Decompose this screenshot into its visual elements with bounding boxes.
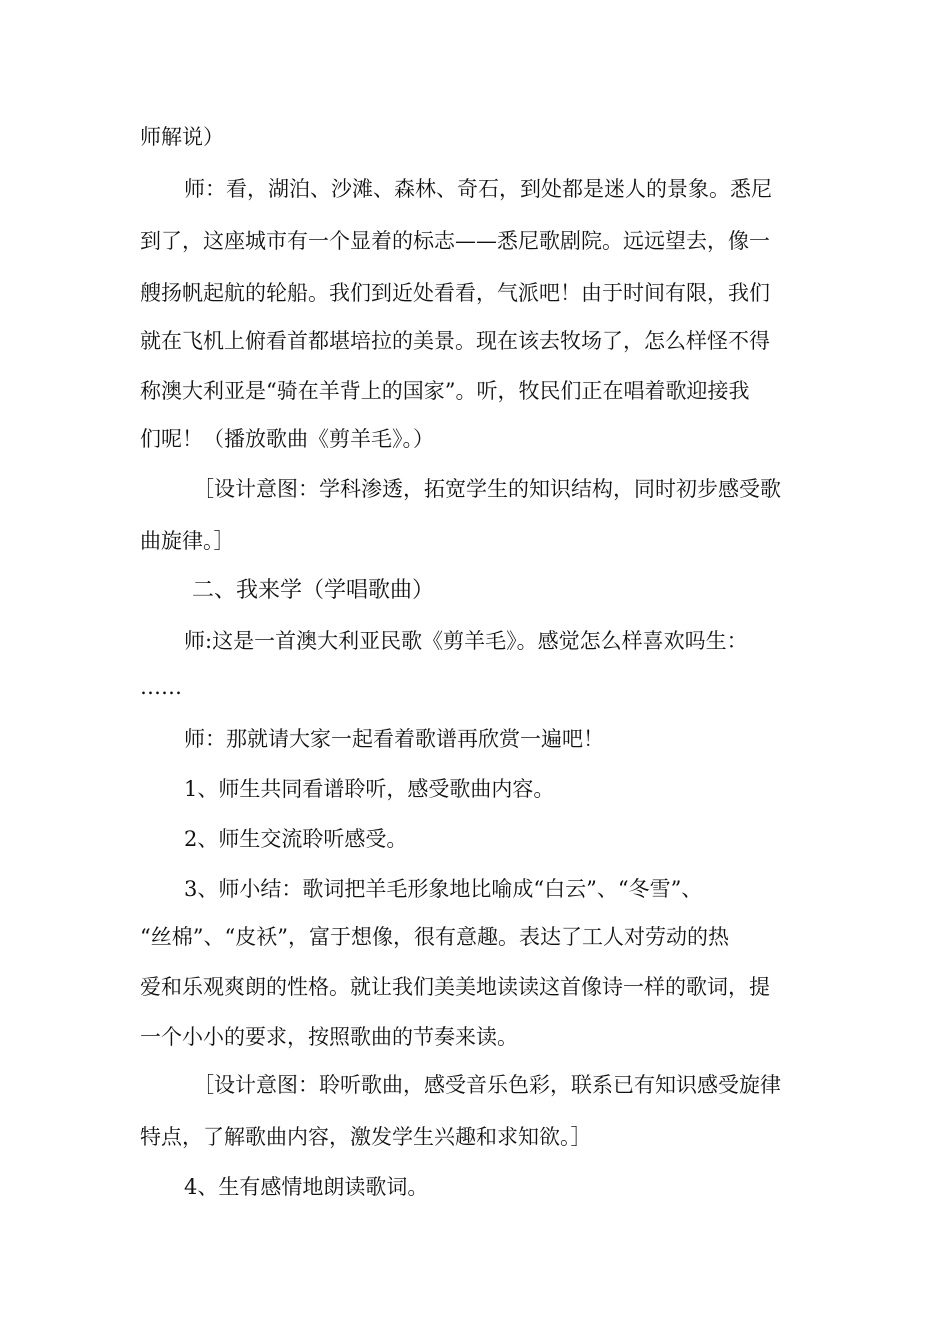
- paragraph-line: 称澳大利亚是“骑在羊背上的国家”。听，牧民们正在唱着歌迎接我: [140, 379, 750, 403]
- list-item: 4、生有感情地朗读歌词。: [184, 1175, 429, 1199]
- list-item: 2、师生交流聆听感受。: [184, 827, 408, 851]
- design-intent-line: 曲旋律。］: [140, 529, 235, 553]
- paragraph-line: 爱和乐观爽朗的性格。就让我们美美地读读这首像诗一样的歌词，提: [140, 975, 770, 999]
- paragraph-line: 一个小小的要求，按照歌曲的节奏来读。: [140, 1025, 518, 1049]
- paragraph-line: “丝棉”、“皮袄”，富于想像，很有意趣。表达了工人对劳动的热: [140, 925, 729, 949]
- design-intent-line: ［设计意图：聆听歌曲，感受音乐色彩，联系已有知识感受旋律: [193, 1073, 781, 1097]
- paragraph-line: 到了，这座城市有一个显着的标志——悉尼歌剧院。远远望去，像一: [140, 229, 770, 253]
- paragraph-line: 就在飞机上俯看首都堪培拉的美景。现在该去牧场了，怎么样怪不得: [140, 329, 770, 353]
- paragraph-line: 艘扬帆起航的轮船。我们到近处看看，气派吧！由于时间有限，我们: [140, 281, 770, 305]
- paragraph-line: 师解说）: [140, 125, 224, 149]
- list-item: 3、师小结：歌词把羊毛形象地比喻成“白云”、“冬雪”、: [184, 877, 703, 901]
- section-heading: 二、我来学（学唱歌曲）: [192, 578, 435, 603]
- paragraph-line: ……: [140, 675, 182, 699]
- paragraph-line: 师：看，湖泊、沙滩、森林、奇石，到处都是迷人的景象。悉尼: [184, 177, 772, 201]
- design-intent-line: ［设计意图：学科渗透，拓宽学生的知识结构，同时初步感受歌: [193, 477, 781, 501]
- paragraph-line: 师：那就请大家一起看着歌谱再欣赏一遍吧！: [184, 727, 604, 751]
- list-item: 1、师生共同看谱聆听，感受歌曲内容。: [184, 777, 555, 801]
- design-intent-line: 特点，了解歌曲内容，激发学生兴趣和求知欲。］: [140, 1125, 592, 1149]
- paragraph-line: 师:这是一首澳大利亚民歌《剪羊毛》。感觉怎么样喜欢吗生：: [184, 629, 748, 653]
- paragraph-line: 们呢！（播放歌曲《剪羊毛》。）: [140, 427, 434, 451]
